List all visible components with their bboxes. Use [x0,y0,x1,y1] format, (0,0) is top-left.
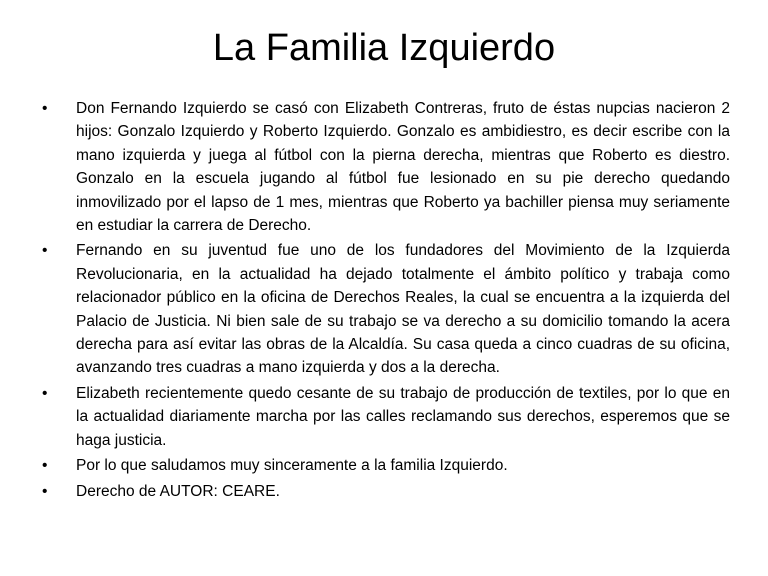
bullet-text-1: Don Fernando Izquierdo se casó con Elizabeth Contreras, fruto de éstas nupcias nacieron 2 hijos: Gonzalo Izquierdo y Roberto Izquierdo. Gonzalo es ambidiestro, es decir escribe con la mano izquierda y juega al fútbol con la pierna derecha, mientras que Roberto es diestro. Gonzalo en la escuela jugando al fútbol fue lesionado en su pie derecho quedando inmovilizado por el lapso de 1 mes, mientras que Roberto ya bachiller piensa muy seriamente en estudiar la carrera de Derecho. [76,100,730,235]
bullet-icon: • [42,457,48,475]
bullet-item-1 [40,97,730,237]
bullet-icon: • [42,384,48,402]
bullet-icon: • [42,100,48,117]
bullet-text-2: Fernando en su juventud fue uno de los fundadores del Movimiento de la Izquierda Revolucionaria, en la actualidad ha dejado totalmente el ámbito político y trabaja como relacionador público en la oficina de Derechos Reales, la cual se encuentra a la izquierda del Palacio de Justicia. Ni bien sale de su trabajo se va derecho a su domicilio tomando la acera derecha para así evitar las obras de la Alcaldía. Su casa queda a cinco cuadras de su oficina, avanzando tres cuadras a mano izquierda y dos a la derecha. [76,242,730,377]
bullet-item-4 [40,454,730,477]
bullet-item-2 [40,239,730,379]
bullet-list [40,97,730,505]
bullet-icon: • [42,482,48,500]
bullet-item-3 [40,382,730,452]
bullet-text-4: Por lo que saludamos muy sinceramente a la familia Izquierdo. [76,457,508,475]
bullet-text-5: Derecho de AUTOR: CEARE. [76,482,280,500]
bullet-text-3: Elizabeth recientemente quedo cesante de su trabajo de producción de textiles, por lo que en la actualidad diariamente marcha por las calles reclamando sus derechos, esperemos que se haga justicia. [76,384,730,449]
slide-title: La Familia Izquierdo [212,27,556,69]
bullet-item-5 [40,480,730,503]
bullet-icon: • [42,242,48,260]
